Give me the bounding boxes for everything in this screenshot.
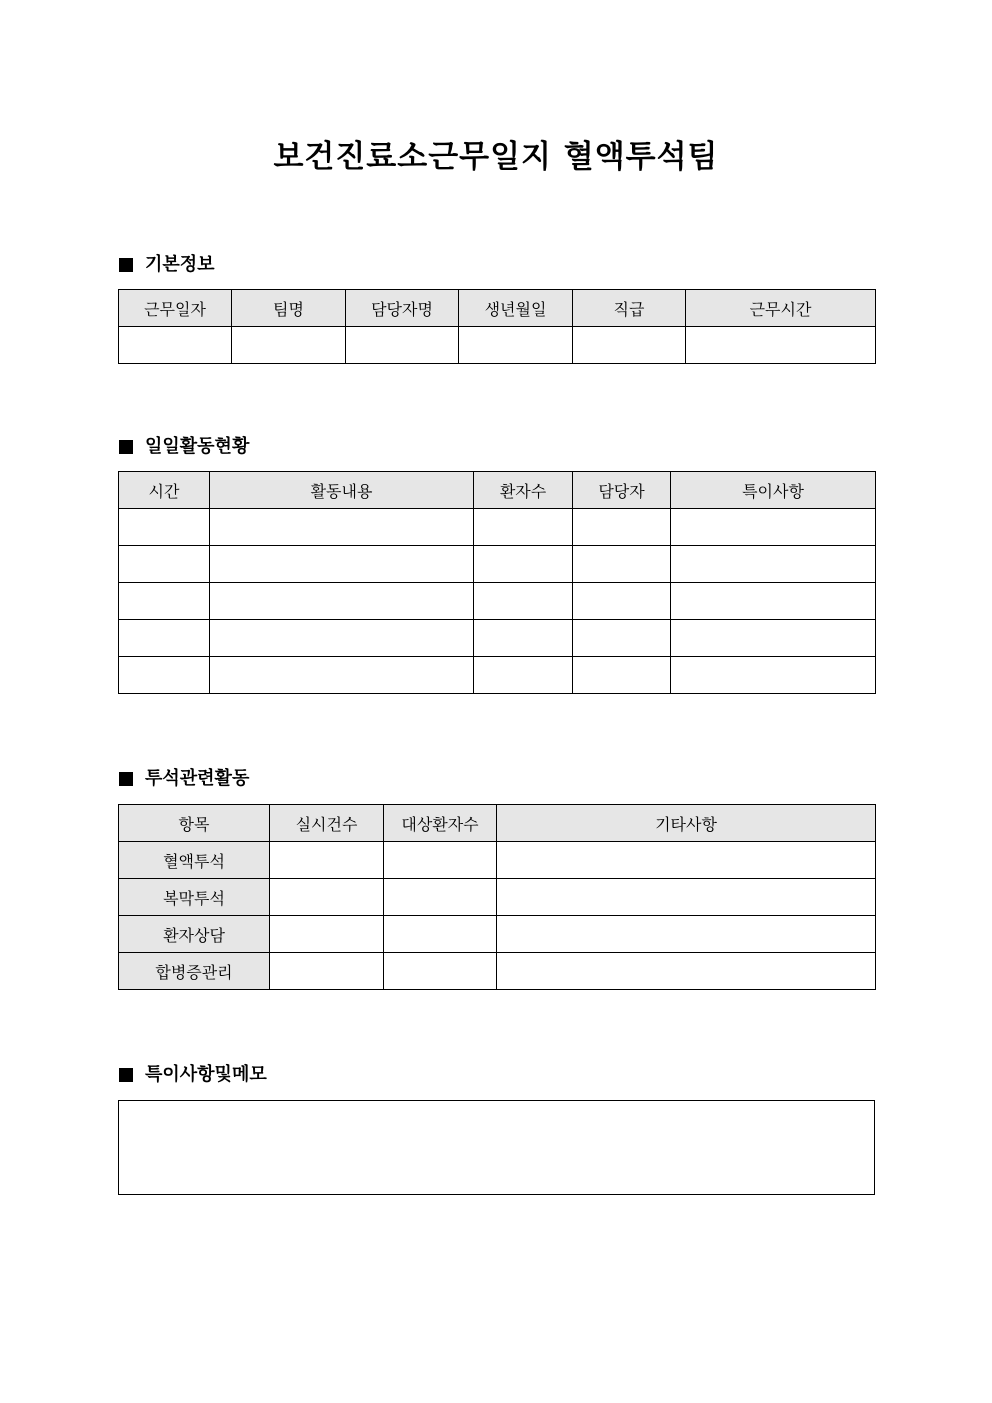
table-row <box>119 509 876 546</box>
patient-count-cell[interactable] <box>474 509 573 546</box>
header-work-hours: 근무시간 <box>686 290 876 327</box>
target-patients-cell[interactable] <box>384 879 497 916</box>
square-bullet-icon <box>119 772 133 786</box>
patient-count-cell[interactable] <box>474 583 573 620</box>
table-row <box>119 879 876 916</box>
header-position: 직급 <box>573 290 686 327</box>
notes-cell[interactable] <box>671 546 876 583</box>
time-cell[interactable] <box>119 546 210 583</box>
staff-cell[interactable] <box>573 546 671 583</box>
header-staff: 담당자 <box>573 472 671 509</box>
header-team-name: 팀명 <box>232 290 346 327</box>
work-hours-cell[interactable] <box>686 327 876 364</box>
patient-count-cell[interactable] <box>474 546 573 583</box>
performed-count-cell[interactable] <box>270 842 384 879</box>
basic-info-table <box>118 289 876 364</box>
notes-cell[interactable] <box>671 583 876 620</box>
target-patients-cell[interactable] <box>384 842 497 879</box>
header-birth-date: 생년월일 <box>459 290 573 327</box>
table-row <box>119 916 876 953</box>
birth-date-cell[interactable] <box>459 327 573 364</box>
work-date-cell[interactable] <box>119 327 232 364</box>
table-row <box>119 657 876 694</box>
page-title: 보건진료소근무일지 혈액투석팀 <box>273 139 719 175</box>
time-cell[interactable] <box>119 583 210 620</box>
patient-count-cell[interactable] <box>474 657 573 694</box>
position-cell[interactable] <box>573 327 686 364</box>
row-label-complication-management: 합병증관리 <box>119 953 270 990</box>
section-title: 특이사항및메모 <box>145 1064 267 1085</box>
header-time: 시간 <box>119 472 210 509</box>
time-cell[interactable] <box>119 657 210 694</box>
staff-cell[interactable] <box>573 657 671 694</box>
time-cell[interactable] <box>119 509 210 546</box>
section-heading-dialysis-activity <box>119 767 249 791</box>
daily-activity-table <box>118 471 876 694</box>
square-bullet-icon <box>119 440 133 454</box>
activity-cell[interactable] <box>210 583 474 620</box>
dialysis-activity-table <box>118 804 876 990</box>
section-title: 일일활동현황 <box>145 436 250 457</box>
section-title: 투석관련활동 <box>145 768 250 789</box>
row-label-hemodialysis: 혈액투석 <box>119 842 270 879</box>
header-activity: 활동내용 <box>210 472 474 509</box>
performed-count-cell[interactable] <box>270 953 384 990</box>
activity-cell[interactable] <box>210 620 474 657</box>
header-notes: 특이사항 <box>671 472 876 509</box>
header-other-notes: 기타사항 <box>497 805 876 842</box>
square-bullet-icon <box>119 1068 133 1082</box>
table-row <box>119 546 876 583</box>
staff-name-cell[interactable] <box>346 327 459 364</box>
time-cell[interactable] <box>119 620 210 657</box>
other-notes-cell[interactable] <box>497 879 876 916</box>
activity-cell[interactable] <box>210 509 474 546</box>
activity-cell[interactable] <box>210 546 474 583</box>
section-heading-daily-activity <box>119 435 249 459</box>
table-row <box>119 842 876 879</box>
team-name-cell[interactable] <box>232 327 346 364</box>
other-notes-cell[interactable] <box>497 953 876 990</box>
table-row <box>119 620 876 657</box>
other-notes-cell[interactable] <box>497 916 876 953</box>
table-row <box>119 583 876 620</box>
notes-cell[interactable] <box>671 620 876 657</box>
patient-count-cell[interactable] <box>474 620 573 657</box>
row-label-peritoneal-dialysis: 복막투석 <box>119 879 270 916</box>
notes-cell[interactable] <box>671 509 876 546</box>
performed-count-cell[interactable] <box>270 879 384 916</box>
header-staff-name: 담당자명 <box>346 290 459 327</box>
activity-cell[interactable] <box>210 657 474 694</box>
target-patients-cell[interactable] <box>384 953 497 990</box>
square-bullet-icon <box>119 258 133 272</box>
section-heading-basic-info <box>119 253 215 277</box>
memo-box[interactable] <box>118 1100 875 1195</box>
table-row <box>119 953 876 990</box>
staff-cell[interactable] <box>573 583 671 620</box>
staff-cell[interactable] <box>573 620 671 657</box>
notes-cell[interactable] <box>671 657 876 694</box>
other-notes-cell[interactable] <box>497 842 876 879</box>
section-heading-memo <box>119 1063 267 1087</box>
target-patients-cell[interactable] <box>384 916 497 953</box>
header-target-patients: 대상환자수 <box>384 805 497 842</box>
header-work-date: 근무일자 <box>119 290 232 327</box>
staff-cell[interactable] <box>573 509 671 546</box>
row-label-patient-counseling: 환자상담 <box>119 916 270 953</box>
header-item: 항목 <box>119 805 270 842</box>
section-title: 기본정보 <box>145 254 215 275</box>
performed-count-cell[interactable] <box>270 916 384 953</box>
header-patient-count: 환자수 <box>474 472 573 509</box>
header-performed-count: 실시건수 <box>270 805 384 842</box>
